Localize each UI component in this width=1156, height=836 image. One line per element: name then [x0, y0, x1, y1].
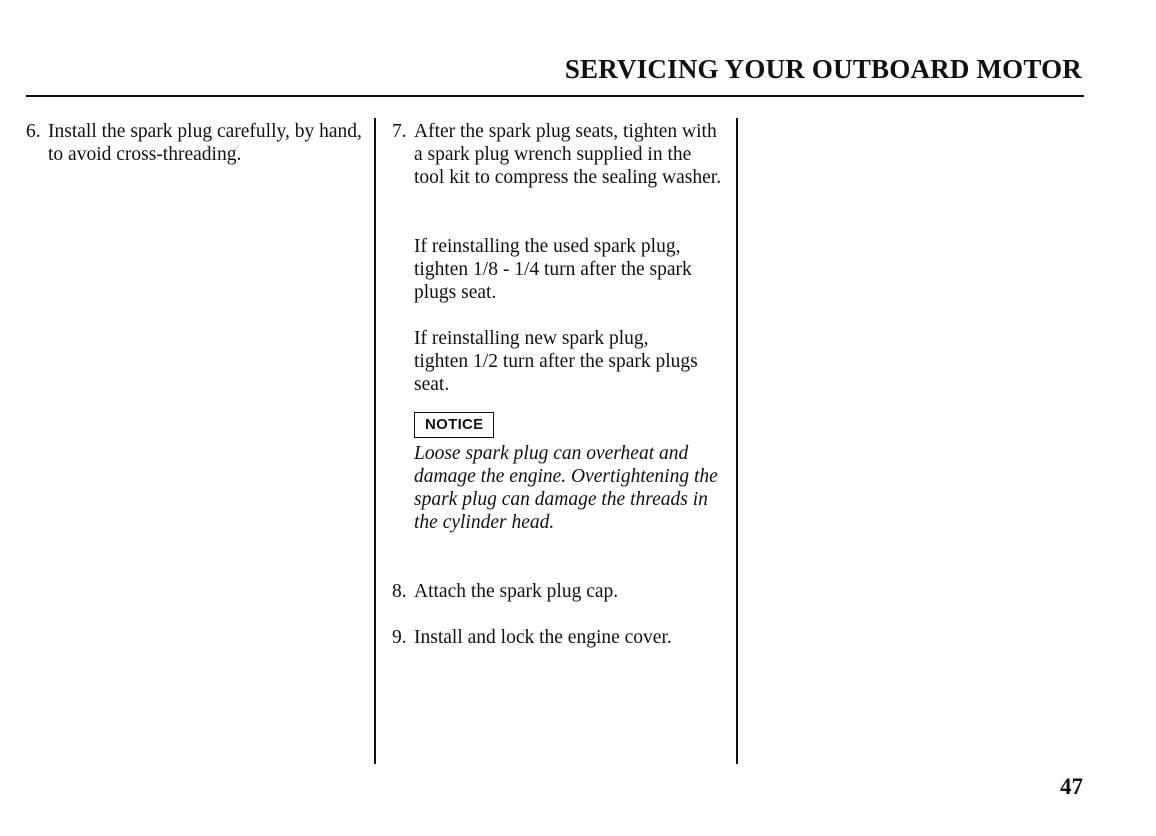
step-6-number: 6.	[26, 121, 41, 142]
page-title: SERVICING YOUR OUTBOARD MOTOR	[564, 54, 1082, 84]
page-number: 47	[1060, 774, 1083, 799]
step-9-text: Install and lock the engine cover.	[414, 627, 672, 648]
step-7	[392, 120, 722, 189]
step-7-text: After the spark plug seats, tighten with a spark plug wrench supplied in the tool kit to compress the sealing washer.	[414, 121, 722, 188]
step-6	[26, 120, 366, 166]
step-6-text: Install the spark plug carefully, by hand, to avoid cross-threading.	[48, 121, 362, 165]
step-9-number: 9.	[392, 627, 407, 648]
step-8-text: Attach the spark plug cap.	[414, 581, 619, 602]
column-divider-right	[736, 118, 738, 764]
notice-text: Loose spark plug can overheat and damage the engine. Overtightening the spark plug can damage the threads in the cylinder head.	[414, 443, 718, 533]
used-plug-instruction: If reinstalling the used spark plug, tighten 1/8 - 1/4 turn after the spark plugs seat.	[414, 236, 692, 303]
step-8	[392, 580, 722, 603]
step-9	[392, 626, 722, 649]
step-7-number: 7.	[392, 121, 407, 142]
header-rule	[26, 95, 1084, 97]
column-divider-left	[374, 118, 376, 764]
notice-label: NOTICE	[414, 412, 494, 438]
new-plug-instruction: If reinstalling new spark plug, tighten 1/2 turn after the spark plugs seat.	[414, 328, 698, 395]
step-8-number: 8.	[392, 581, 407, 602]
